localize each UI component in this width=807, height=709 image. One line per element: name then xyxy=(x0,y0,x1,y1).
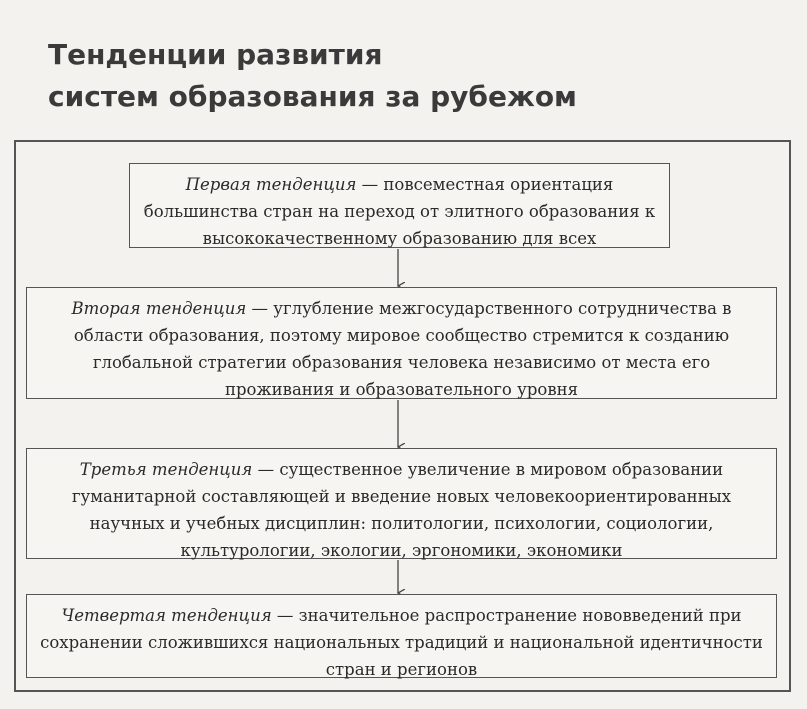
trend-box-4 xyxy=(26,594,777,678)
trend-box-1 xyxy=(129,163,670,248)
trend-2-lead: Вторая тенденция xyxy=(71,299,247,318)
trend-2-text: — углубление межгосударственного сотрудничества в области образования, поэтому мировое сообщество стремится к созданию глобальной стратегии образования человека независимо от места его проживания и образовательного уровня xyxy=(73,299,732,399)
trend-4-text: — значительное распространение нововведений при сохранении сложившихся национальных традиций и национальной идентичности стран и регионов xyxy=(40,606,763,679)
trend-3-lead: Третья тенденция xyxy=(79,460,253,479)
trend-4-lead: Четвертая тенденция xyxy=(61,606,272,625)
trend-box-2 xyxy=(26,287,777,399)
trend-1-lead: Первая тенденция xyxy=(185,175,357,194)
title-line-1: Тенденции развития xyxy=(48,38,383,71)
trend-1-text: — повсеместная ориентация большинства стран на переход от элитного образования к высококачественному образованию для всех xyxy=(143,175,656,248)
trend-box-3 xyxy=(26,448,777,559)
title-line-2: систем образования за рубежом xyxy=(48,80,577,113)
trend-3-text: — существенное увеличение в мировом образовании гуманитарной составляющей и введение новых человекоориентированных научных и учебных дисциплин: политологии, психологии, социологии, культурологии, экологии, эргономики, экономики xyxy=(71,460,732,560)
